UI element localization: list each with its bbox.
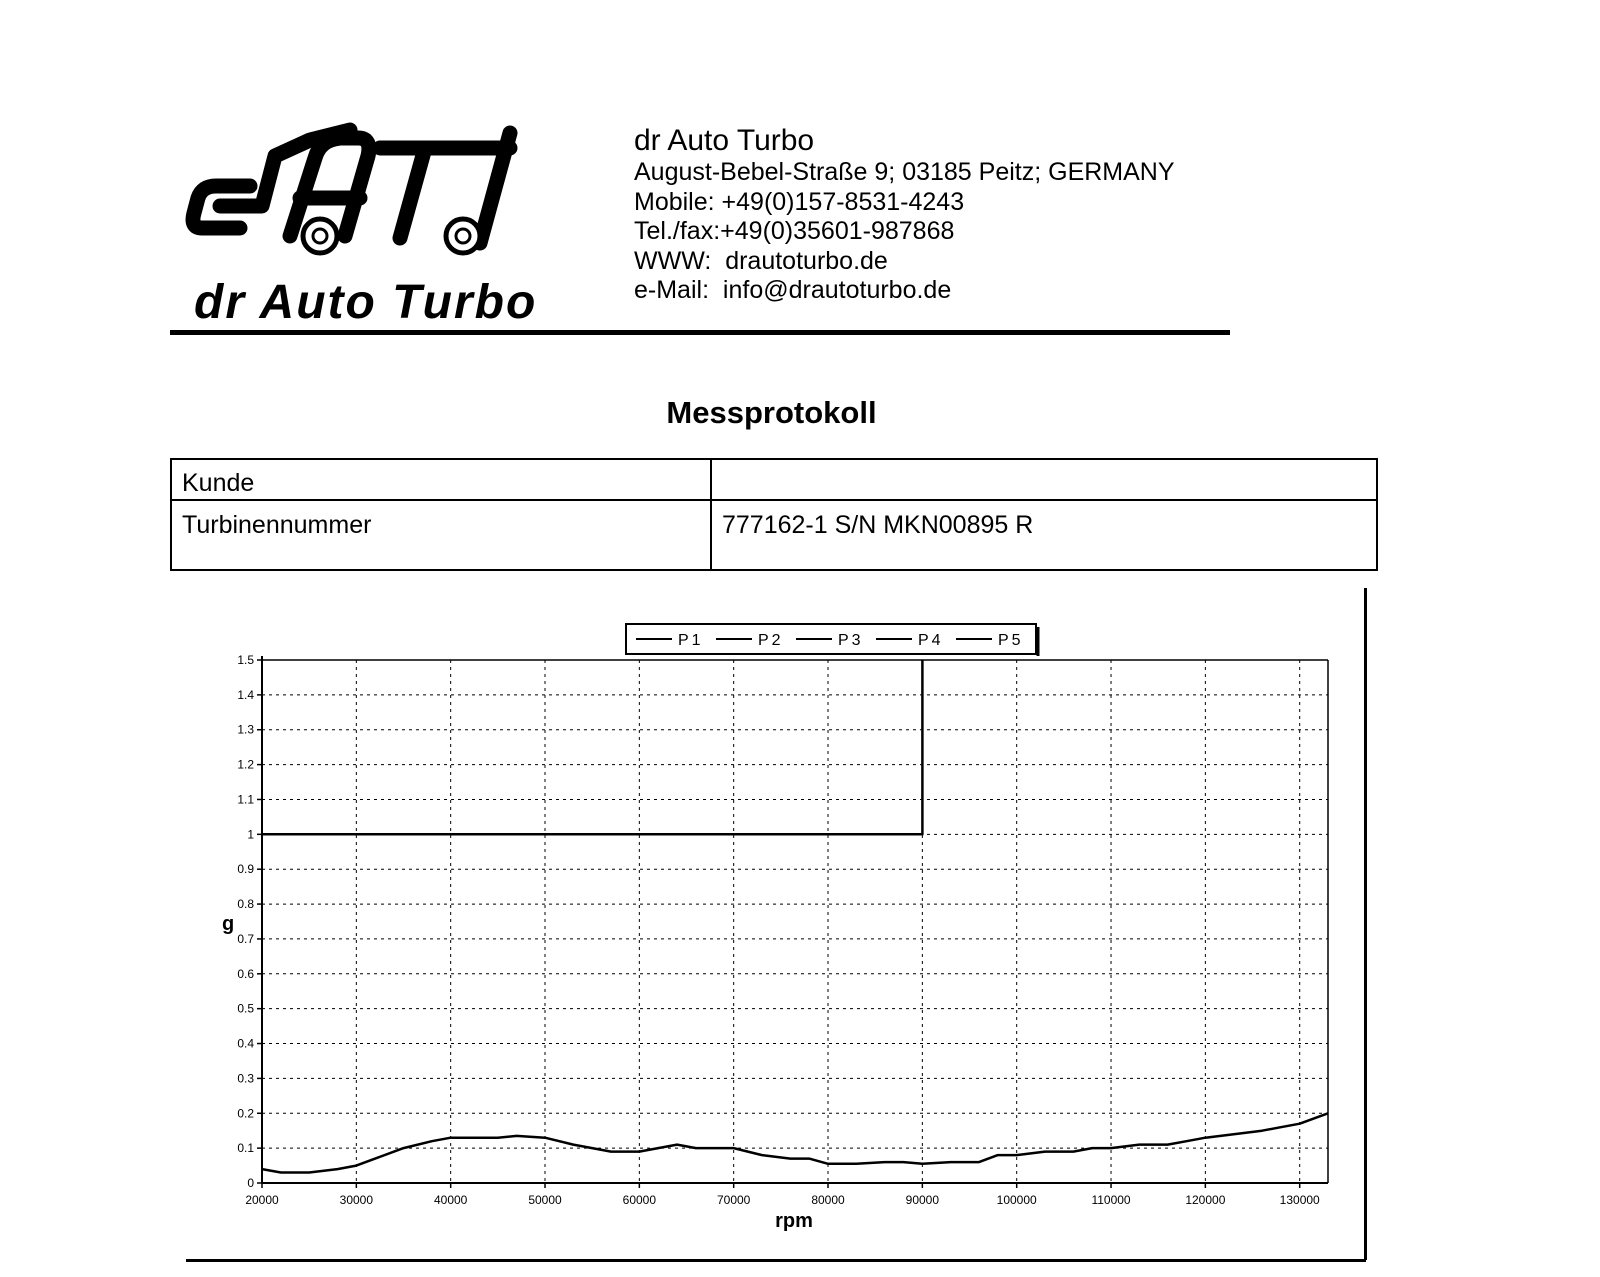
turbine-label: Turbinennummer <box>171 500 711 570</box>
y-tick-label: 0.4 <box>237 1036 254 1051</box>
website-link[interactable]: drautoturbo.de <box>725 246 888 275</box>
y-tick-label: 0.1 <box>237 1141 254 1156</box>
x-tick-label: 110000 <box>1091 1193 1131 1207</box>
tel-number[interactable]: +49(0)35601-987868 <box>720 217 955 246</box>
y-tick-label: 0.3 <box>237 1071 254 1086</box>
y-tick-label: 1.5 <box>237 653 254 667</box>
x-tick-label: 20000 <box>245 1193 279 1207</box>
x-tick-labels <box>245 1183 1320 1207</box>
chart-series <box>262 660 1328 1173</box>
y-tick-label: 0.5 <box>237 1001 254 1016</box>
y-tick-label: 1 <box>247 827 254 842</box>
legend-label: P2 <box>758 632 784 649</box>
series-line-p2 <box>262 660 922 834</box>
tel-label: Tel./fax: <box>634 217 721 246</box>
y-tick-label: 0.6 <box>237 966 254 981</box>
y-tick-label: 0.2 <box>237 1106 254 1121</box>
legend-label: P5 <box>998 632 1024 649</box>
chart-legend <box>626 624 1038 656</box>
mobile-label: Mobile: <box>634 187 715 216</box>
email-label: e-Mail: <box>634 276 710 305</box>
plot-frame <box>262 656 1328 1183</box>
y-tick-label: 0 <box>247 1176 254 1190</box>
x-tick-label: 130000 <box>1279 1193 1320 1207</box>
x-tick-label: 100000 <box>996 1193 1037 1207</box>
legend-label: P1 <box>678 632 704 649</box>
x-tick-label: 40000 <box>433 1193 468 1207</box>
y-tick-label: 1.3 <box>237 722 254 737</box>
y-tick-label: 1.1 <box>237 792 254 807</box>
x-tick-label: 80000 <box>811 1193 845 1207</box>
x-tick-label: 70000 <box>716 1193 751 1207</box>
y-tick-label: 0.9 <box>237 862 254 877</box>
x-axis-label: rpm <box>775 1210 813 1232</box>
x-tick-label: 60000 <box>622 1193 657 1207</box>
company-name: dr Auto Turbo <box>634 124 815 157</box>
y-tick-label: 1.2 <box>237 757 254 772</box>
www-label: WWW: <box>634 246 712 275</box>
turbine-value: 777162-1 S/N MKN00895 R <box>711 500 1377 570</box>
customer-label: Kunde <box>171 459 711 500</box>
x-tick-label: 30000 <box>339 1193 374 1207</box>
logo-text: dr Auto Turbo <box>194 276 538 329</box>
series-line-p1 <box>262 1113 1328 1172</box>
x-tick-label: 50000 <box>528 1193 562 1207</box>
y-tick-label: 0.7 <box>237 931 254 946</box>
y-tick-label: 1.4 <box>237 687 254 702</box>
chart-grid <box>262 660 1328 1183</box>
document-title: Messprotokoll <box>666 395 877 430</box>
x-tick-label: 90000 <box>905 1193 940 1207</box>
x-tick-label: 120000 <box>1185 1193 1226 1207</box>
email-link[interactable]: info@drautoturbo.de <box>722 276 952 305</box>
y-axis-label: g <box>222 913 235 935</box>
legend-label: P3 <box>838 632 864 649</box>
company-address: August-Bebel-Straße 9; 03185 Peitz; GERMANY <box>634 158 1175 186</box>
y-tick-labels <box>237 653 262 1190</box>
legend-label: P4 <box>918 632 944 649</box>
mobile-number[interactable]: +49(0)157-8531-4243 <box>721 187 965 216</box>
y-tick-label: 0.8 <box>237 897 254 912</box>
